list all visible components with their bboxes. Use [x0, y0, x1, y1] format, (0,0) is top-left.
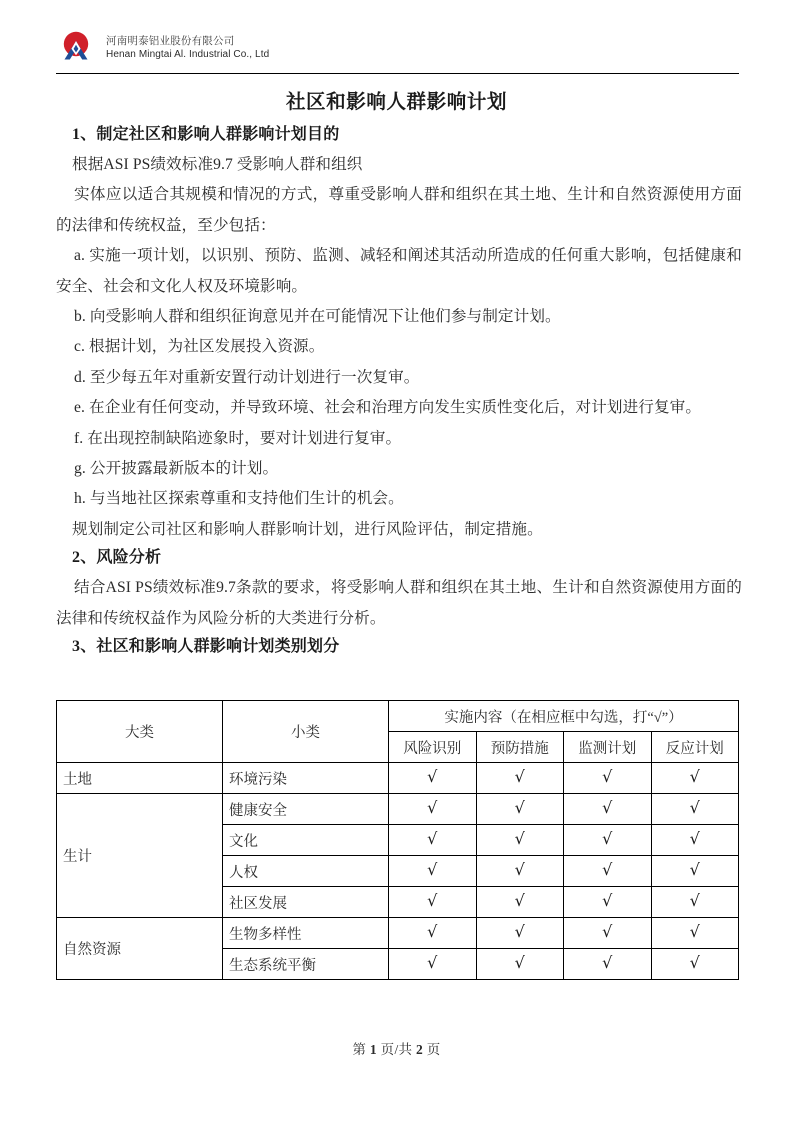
cell-check-prevention-measures[interactable]	[476, 918, 564, 949]
checkmark-icon: √	[602, 891, 613, 910]
column-header-prevention-measures: 预防措施	[476, 732, 564, 763]
page-footer	[0, 1038, 793, 1058]
section-2-heading: 2、风险分析	[72, 549, 162, 567]
checkmark-icon: √	[427, 891, 438, 910]
column-header-major: 大类	[57, 701, 223, 763]
list-item: b. 向受影响人群和组织征询意见并在可能情况下让他们参与制定计划。	[74, 307, 561, 325]
cell-check-prevention-measures[interactable]	[476, 856, 564, 887]
section-3-heading: 3、社区和影响人群影响计划类别划分	[72, 637, 340, 655]
cell-check-prevention-measures[interactable]	[476, 825, 564, 856]
cell-major-category: 自然资源	[57, 918, 223, 980]
cell-check-risk-identification[interactable]	[389, 856, 477, 887]
checkmark-icon: √	[602, 860, 613, 879]
list-item: f. 在出现控制缺陷迹象时，要对计划进行复审。	[74, 429, 402, 447]
header-divider	[56, 73, 739, 74]
checkmark-icon: √	[427, 767, 438, 786]
cell-check-response-plan[interactable]	[651, 918, 739, 949]
checkmark-icon: √	[427, 953, 438, 972]
cell-minor-category	[223, 794, 389, 825]
checkmark-icon: √	[427, 829, 438, 848]
list-item: c. 根据计划，为社区发展投入资源。	[74, 338, 325, 356]
cell-minor-category	[223, 825, 389, 856]
checkmark-icon: √	[514, 798, 525, 817]
section-2-paragraph-1: 结合ASI PS绩效标准9.7条款的要求，将受影响人群和组织在其土地、生计和自然资源使用方面的法律和传统权益作为风险分析的大类进行分析。	[56, 579, 742, 627]
cell-check-prevention-measures[interactable]	[476, 763, 564, 794]
table-head	[57, 701, 739, 763]
table-header-row-1	[57, 701, 739, 732]
footer-suffix: 页	[426, 1042, 441, 1057]
checkmark-icon: √	[689, 891, 700, 910]
cell-check-monitoring-plan[interactable]	[564, 763, 652, 794]
checkmark-icon: √	[514, 953, 525, 972]
checkmark-icon: √	[514, 860, 525, 879]
checkmark-icon: √	[689, 953, 700, 972]
minor-label: 生物多样性	[229, 926, 302, 943]
footer-total-pages: 2	[416, 1042, 424, 1057]
footer-prefix: 第	[352, 1042, 367, 1057]
table-body	[57, 763, 739, 980]
checkmark-icon: √	[602, 953, 613, 972]
cell-check-monitoring-plan[interactable]	[564, 949, 652, 980]
mingtai-sun-mountain-logo-icon	[56, 28, 96, 68]
impact-plan-table	[56, 700, 739, 980]
list-item: d. 至少每五年对重新安置行动计划进行一次复审。	[74, 368, 420, 386]
company-identity	[106, 34, 269, 63]
checkmark-icon: √	[689, 829, 700, 848]
cell-check-monitoring-plan[interactable]	[564, 794, 652, 825]
table-row	[57, 794, 739, 825]
cell-check-risk-identification[interactable]	[389, 887, 477, 918]
cell-check-response-plan[interactable]	[651, 949, 739, 980]
checkmark-icon: √	[602, 922, 613, 941]
cell-check-prevention-measures[interactable]	[476, 887, 564, 918]
company-name-cn: 河南明泰铝业股份有限公司	[106, 34, 235, 47]
minor-label: 环境污染	[229, 771, 287, 788]
column-header-monitoring-plan: 监测计划	[564, 732, 652, 763]
column-header-response-plan: 反应计划	[651, 732, 739, 763]
impact-plan-table-wrapper	[56, 700, 739, 980]
cell-minor-category	[223, 918, 389, 949]
document-body	[56, 122, 742, 662]
cell-check-risk-identification[interactable]	[389, 763, 477, 794]
column-header-risk-identification: 风险识别	[389, 732, 477, 763]
table-row	[57, 918, 739, 949]
checkmark-icon: √	[602, 798, 613, 817]
checkmark-icon: √	[514, 922, 525, 941]
cell-check-response-plan[interactable]	[651, 763, 739, 794]
cell-check-monitoring-plan[interactable]	[564, 887, 652, 918]
cell-minor-category	[223, 949, 389, 980]
list-item: e. 在企业有任何变动，并导致环境、社会和治理方向发生实质性变化后，对计划进行复审。	[74, 399, 702, 417]
minor-label: 健康安全	[229, 802, 287, 819]
company-name-en: Henan Mingtai Al. Industrial Co., Ltd	[106, 48, 270, 60]
column-header-content-group: 实施内容（在相应框中勾选，打“√”）	[389, 701, 739, 732]
checkmark-icon: √	[602, 829, 613, 848]
cell-check-prevention-measures[interactable]	[476, 794, 564, 825]
checkmark-icon: √	[602, 767, 613, 786]
section-1-heading: 1、制定社区和影响人群影响计划目的	[72, 126, 340, 143]
minor-label: 社区发展	[229, 895, 287, 912]
column-header-minor: 小类	[223, 701, 389, 763]
cell-major-category: 生计	[57, 794, 223, 918]
cell-check-risk-identification[interactable]	[389, 825, 477, 856]
cell-check-prevention-measures[interactable]	[476, 949, 564, 980]
list-item: g. 公开披露最新版本的计划。	[74, 459, 279, 477]
cell-check-response-plan[interactable]	[651, 794, 739, 825]
checkmark-icon: √	[427, 860, 438, 879]
checkmark-icon: √	[514, 829, 525, 848]
cell-minor-category	[223, 887, 389, 918]
table-row	[57, 763, 739, 794]
cell-check-risk-identification[interactable]	[389, 918, 477, 949]
cell-minor-category	[223, 856, 389, 887]
document-header	[56, 24, 746, 72]
cell-check-response-plan[interactable]	[651, 825, 739, 856]
cell-check-monitoring-plan[interactable]	[564, 856, 652, 887]
section-1-paragraph-3: 规划制定公司社区和影响人群影响计划，进行风险评估，制定措施。	[72, 520, 543, 538]
cell-check-monitoring-plan[interactable]	[564, 918, 652, 949]
cell-major-category: 土地	[57, 763, 223, 794]
page-title: 社区和影响人群影响计划	[285, 92, 508, 113]
list-item: h. 与当地社区探索尊重和支持他们生计的机会。	[74, 490, 404, 508]
checkmark-icon: √	[427, 798, 438, 817]
cell-check-response-plan[interactable]	[651, 856, 739, 887]
section-1-paragraph-1: 根据ASI PS绩效标准9.7 受影响人群和组织	[72, 155, 363, 173]
list-item: a. 实施一项计划，以识别、预防、监测、减轻和阐述其活动所造成的任何重大影响，包括健康和安全、社会和文化人权及环境影响。	[56, 247, 742, 295]
checkmark-icon: √	[514, 891, 525, 910]
minor-label: 生态系统平衡	[229, 957, 316, 974]
footer-middle: 页/共	[380, 1042, 413, 1057]
cell-check-risk-identification[interactable]	[389, 949, 477, 980]
minor-label: 人权	[229, 864, 258, 881]
checkmark-icon: √	[689, 767, 700, 786]
checkmark-icon: √	[689, 798, 700, 817]
cell-check-risk-identification[interactable]	[389, 794, 477, 825]
checkmark-icon: √	[514, 767, 525, 786]
checkmark-icon: √	[689, 922, 700, 941]
cell-minor-category	[223, 763, 389, 794]
section-1-paragraph-2: 实体应以适合其规模和情况的方式，尊重受影响人群和组织在其土地、生计和自然资源使用方面的法律和传统权益，至少包括：	[56, 186, 742, 234]
minor-label: 文化	[229, 833, 258, 850]
footer-current-page: 1	[369, 1042, 377, 1057]
cell-check-monitoring-plan[interactable]	[564, 825, 652, 856]
cell-check-response-plan[interactable]	[651, 887, 739, 918]
checkmark-icon: √	[427, 922, 438, 941]
checkmark-icon: √	[689, 860, 700, 879]
